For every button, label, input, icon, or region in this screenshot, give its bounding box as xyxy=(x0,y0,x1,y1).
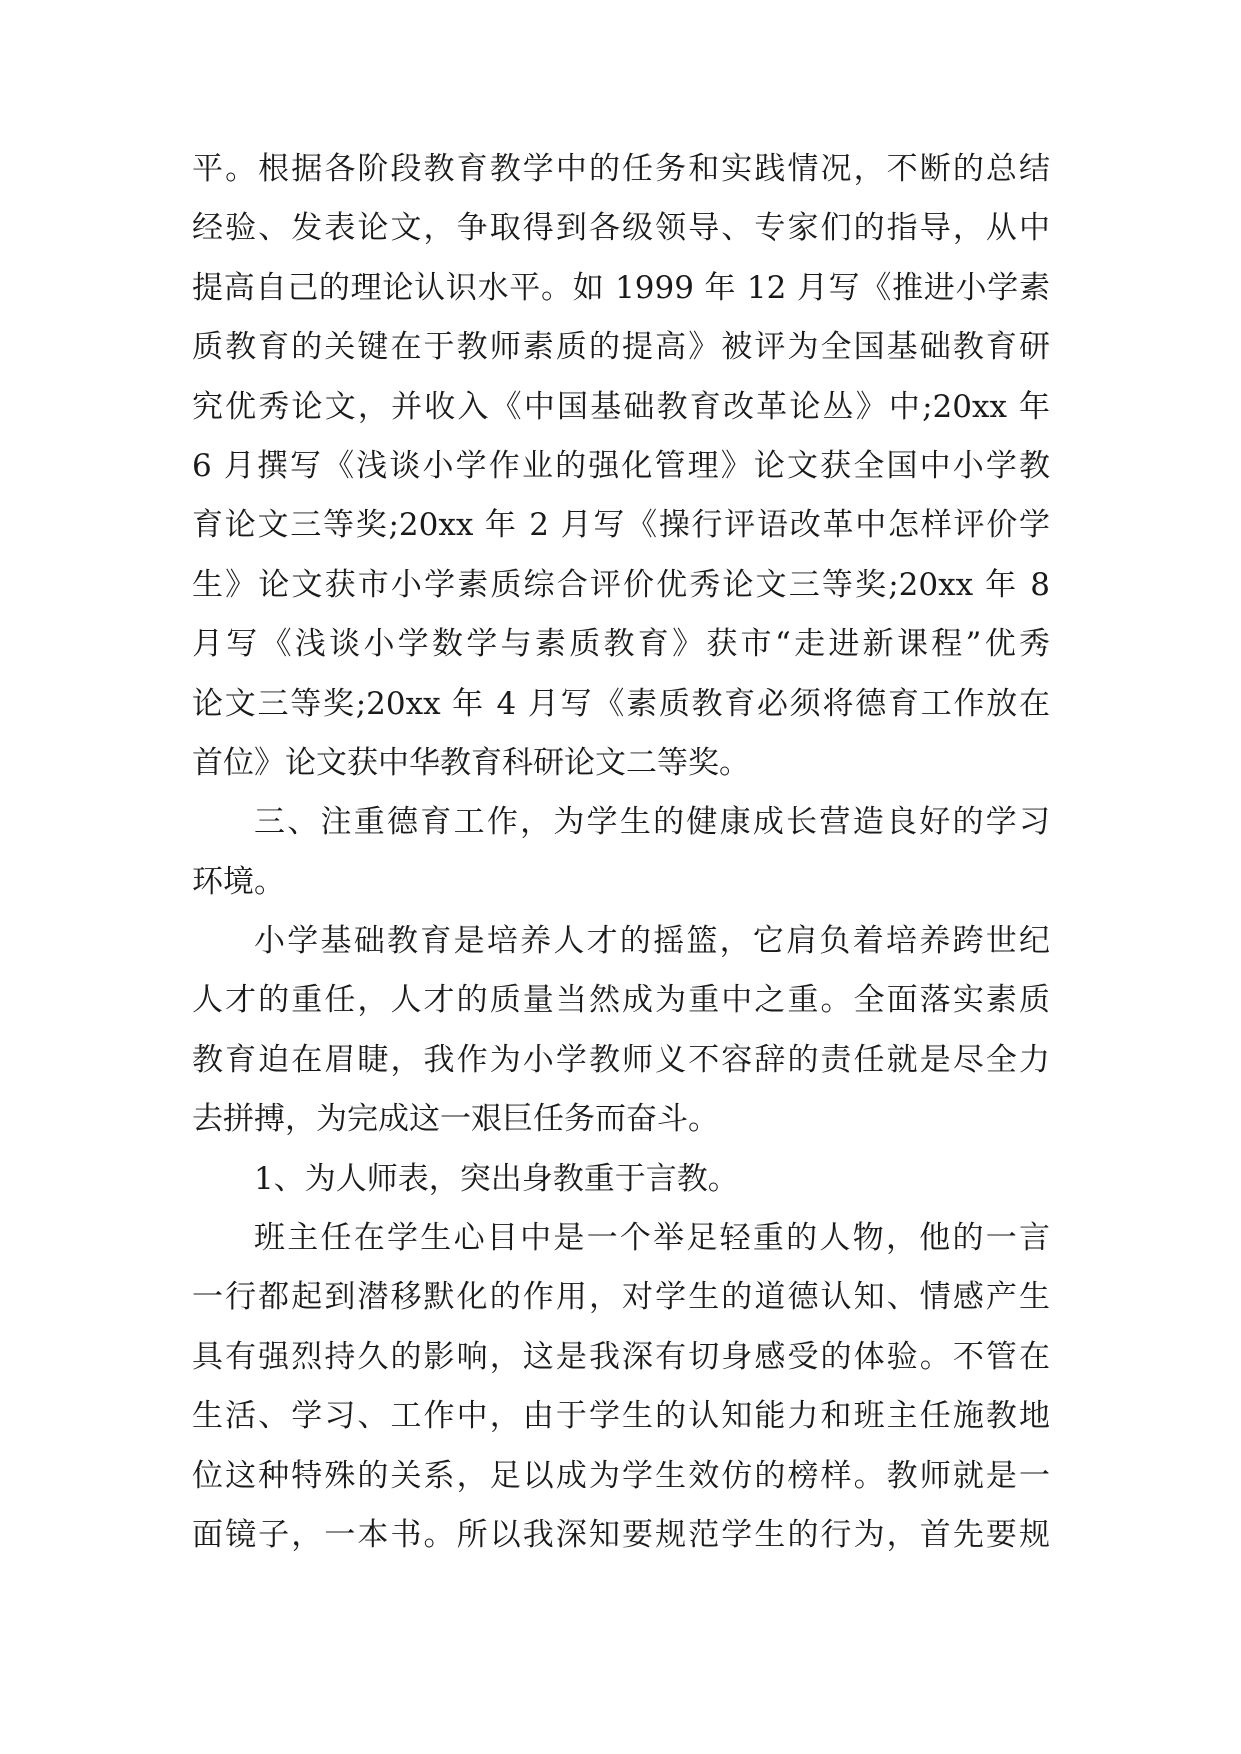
subsection-heading: 1、为人师表，突出身教重于言教。 xyxy=(254,1160,739,1197)
section-heading: 三、注重德育工作，为学生的健康成长营造良好的学习 xyxy=(254,804,1050,841)
text-line: 平。根据各阶段教育教学中的任务和实践情况，不断的总结 xyxy=(192,151,1050,187)
text-line: 生活、学习、工作中，由于学生的认知能力和班主任施教地 xyxy=(192,1398,1050,1435)
text-line: 育论文三等奖;20xx 年 2 月写《操行评语改革中怎样评价学 xyxy=(192,507,1050,544)
text-line: 人才的重任，人才的质量当然成为重中之重。全面落实素质 xyxy=(192,982,1050,1019)
text-line: 班主任在学生心目中是一个举足轻重的人物，他的一言 xyxy=(254,1220,1050,1257)
text-line: 一行都起到潜移默化的作用，对学生的道德认知、情感产生 xyxy=(192,1279,1050,1316)
text-line: 6 月撰写《浅谈小学作业的强化管理》论文获全国中小学教 xyxy=(192,447,1050,484)
text-line: 首位》论文获中华教育科研论文二等奖。 xyxy=(192,744,750,781)
text-line: 面镜子，一本书。所以我深知要规范学生的行为，首先要规 xyxy=(192,1516,1050,1553)
text-line: 生》论文获市小学素质综合评价优秀论文三等奖;20xx 年 8 xyxy=(192,566,1050,603)
text-line: 去拼搏，为完成这一艰巨任务而奋斗。 xyxy=(192,1101,719,1138)
body-text xyxy=(192,140,1050,1565)
text-line: 质教育的关键在于教师素质的提高》被评为全国基础教育研 xyxy=(192,329,1050,366)
text-line: 月写《浅谈小学数学与素质教育》获市“走进新课程”优秀 xyxy=(192,626,1050,663)
text-line: 小学基础教育是培养人才的摇篮，它肩负着培养跨世纪 xyxy=(254,923,1050,960)
text-line: 教育迫在眉睫，我作为小学教师义不容辞的责任就是尽全力 xyxy=(192,1041,1050,1078)
text-line: 位这种特殊的关系，足以成为学生效仿的榜样。教师就是一 xyxy=(192,1457,1050,1494)
text-line: 具有强烈持久的影响，这是我深有切身感受的体验。不管在 xyxy=(192,1338,1050,1375)
text-line: 究优秀论文，并收入《中国基础教育改革论丛》中;20xx 年 xyxy=(192,388,1050,425)
text-line: 环境。 xyxy=(192,863,285,900)
text-line: 论文三等奖;20xx 年 4 月写《素质教育必须将德育工作放在 xyxy=(192,685,1050,722)
text-line: 提高自己的理论认识水平。如 1999 年 12 月写《推进小学素 xyxy=(192,269,1050,306)
text-line: 经验、发表论文，争取得到各级领导、专家们的指导，从中 xyxy=(192,210,1050,247)
